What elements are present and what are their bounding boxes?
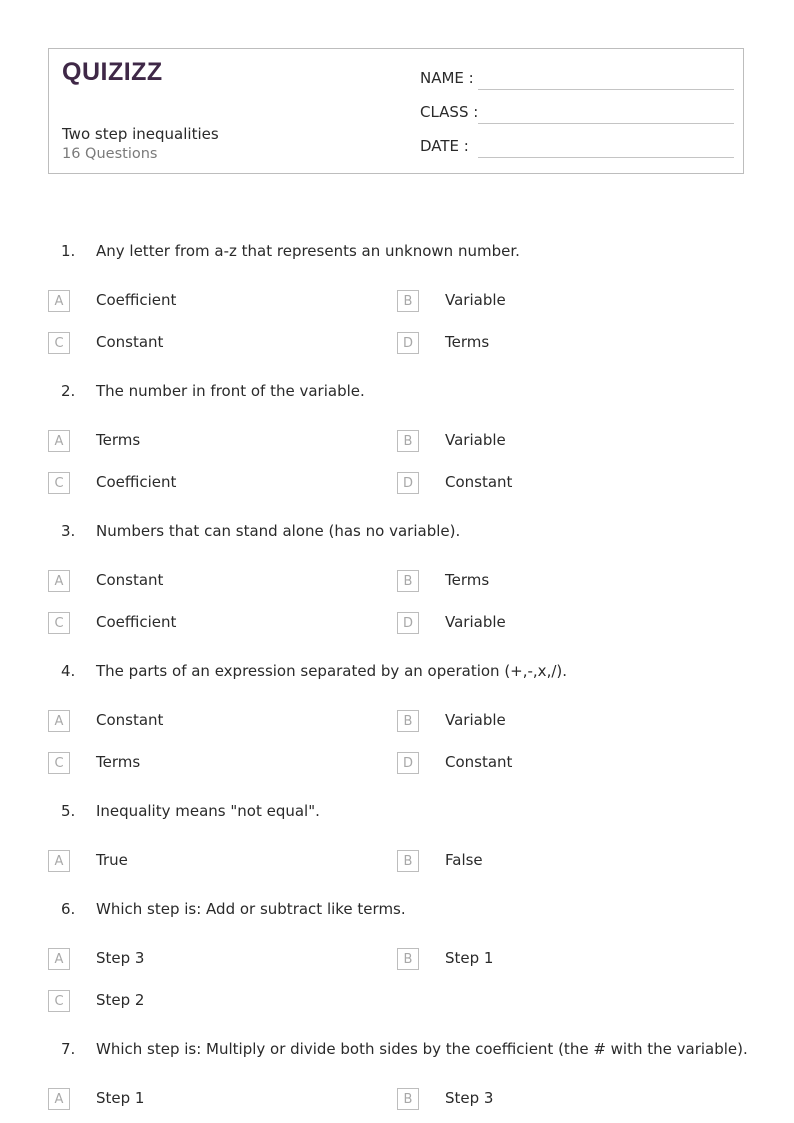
option-letter-box: B (397, 430, 419, 452)
name-field[interactable] (420, 69, 734, 91)
question-number: 1. (61, 242, 76, 260)
option-letter-box: A (48, 1088, 70, 1110)
worksheet-title: Two step inequalities (62, 125, 219, 143)
option-text: Coefficient (96, 613, 177, 631)
question-text: Inequality means "not equal". (96, 802, 320, 820)
option-letter-box: A (48, 710, 70, 732)
option-text: Step 1 (445, 949, 494, 967)
option-letter-box: B (397, 290, 419, 312)
question-text: The parts of an expression separated by an operation (+,-,x,/). (96, 662, 568, 680)
option-text: Constant (445, 473, 513, 491)
question-number: 2. (61, 382, 76, 400)
name-label: NAME : (420, 69, 474, 87)
option-letter-box: D (397, 332, 419, 354)
option-text: Variable (445, 613, 506, 631)
question-text: Any letter from a-z that represents an unknown number. (96, 242, 520, 260)
class-field[interactable] (420, 103, 734, 125)
question-count: 16 Questions (62, 146, 158, 162)
option-letter-box: A (48, 850, 70, 872)
option-letter-box: B (397, 570, 419, 592)
question-number: 5. (61, 802, 76, 820)
option-letter-box: C (48, 990, 70, 1012)
option-text: True (96, 851, 128, 869)
option-text: Constant (96, 571, 164, 589)
option-text: Variable (445, 431, 506, 449)
option-text: Step 3 (445, 1089, 494, 1107)
option-letter-box: A (48, 430, 70, 452)
option-text: Constant (96, 333, 164, 351)
option-letter-box: C (48, 472, 70, 494)
option-letter-box: B (397, 948, 419, 970)
question-number: 4. (61, 662, 76, 680)
option-letter-box: C (48, 752, 70, 774)
date-line[interactable] (478, 157, 734, 158)
question-number: 3. (61, 522, 76, 540)
question-number: 6. (61, 900, 76, 918)
question-text: The number in front of the variable. (96, 382, 365, 400)
option-text: Step 2 (96, 991, 145, 1009)
option-text: Terms (96, 753, 141, 771)
date-field[interactable] (420, 137, 734, 159)
option-letter-box: B (397, 710, 419, 732)
option-letter-box: B (397, 850, 419, 872)
option-letter-box: D (397, 612, 419, 634)
option-text: Step 3 (96, 949, 145, 967)
question-text: Numbers that can stand alone (has no variable). (96, 522, 461, 540)
name-line[interactable] (478, 89, 734, 90)
option-text: Coefficient (96, 473, 177, 491)
option-text: Constant (96, 711, 164, 729)
option-text: Variable (445, 291, 506, 309)
option-letter-box: B (397, 1088, 419, 1110)
question-text: Which step is: Add or subtract like terms. (96, 900, 406, 918)
option-text: Constant (445, 753, 513, 771)
option-text: Step 1 (96, 1089, 145, 1107)
date-label: DATE : (420, 137, 469, 155)
option-text: Variable (445, 711, 506, 729)
option-letter-box: D (397, 472, 419, 494)
option-text: Coefficient (96, 291, 177, 309)
option-letter-box: C (48, 612, 70, 634)
option-text: False (445, 851, 483, 869)
option-letter-box: A (48, 570, 70, 592)
question-number: 7. (61, 1040, 76, 1058)
option-text: Terms (445, 571, 490, 589)
option-letter-box: A (48, 948, 70, 970)
quizizz-logo: QUIZIZZ (62, 58, 163, 86)
option-letter-box: A (48, 290, 70, 312)
question-text: Which step is: Multiply or divide both sides by the coefficient (the # with the variable). (96, 1040, 748, 1058)
class-line[interactable] (478, 123, 734, 124)
option-text: Terms (96, 431, 141, 449)
option-letter-box: C (48, 332, 70, 354)
option-letter-box: D (397, 752, 419, 774)
class-label: CLASS : (420, 103, 479, 121)
option-text: Terms (445, 333, 490, 351)
worksheet-header (48, 48, 744, 174)
